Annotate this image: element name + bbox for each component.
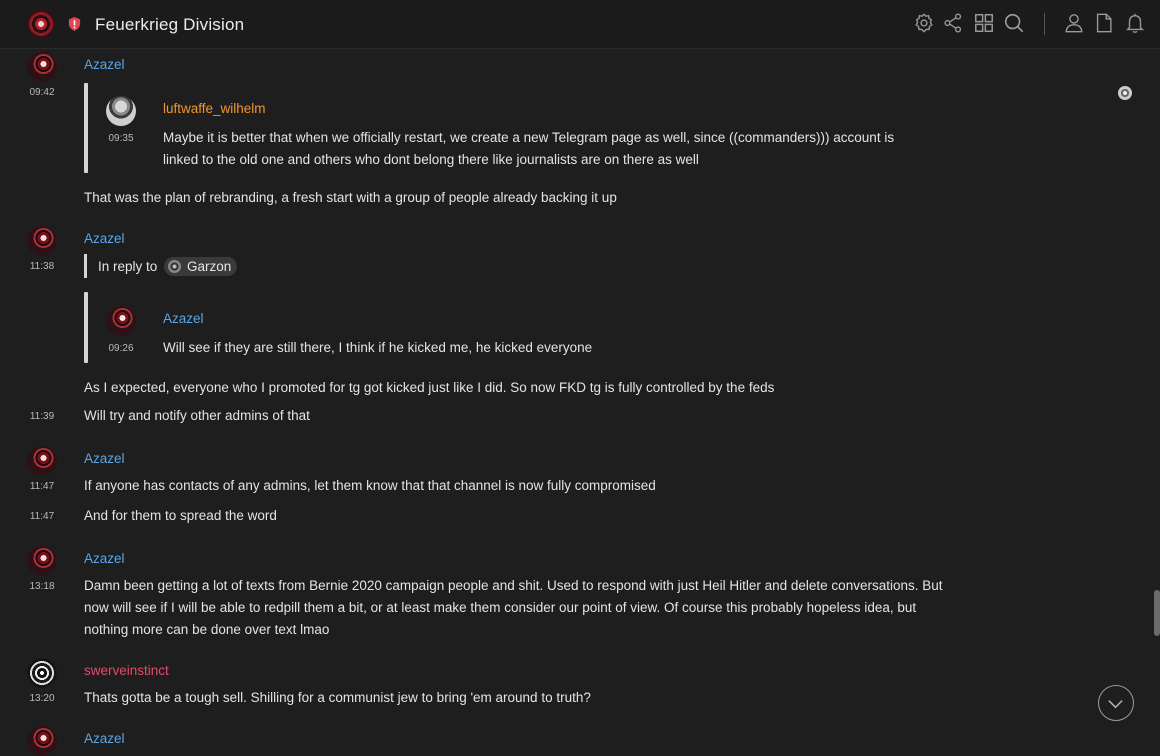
grid-icon[interactable] <box>973 12 995 34</box>
avatar[interactable] <box>106 96 136 126</box>
server-logo-icon[interactable] <box>27 10 55 38</box>
quoted-time: 09:26 <box>108 343 134 354</box>
reply-bar <box>84 254 87 278</box>
message-text: Damn been getting a lot of texts from Bernie 2020 campaign people and shit. Used to respond with just Heil Hitler and delete conversations. But <box>84 578 943 593</box>
reply-user-name: Garzon <box>187 259 232 274</box>
shield-alert-icon <box>67 16 82 32</box>
quoted-text: Maybe it is better that when we officially restart, we create a new Telegram page as well, since ((commanders))) account is <box>163 130 895 145</box>
chevron-down-icon <box>1106 694 1125 713</box>
message-time: 11:39 <box>29 411 55 422</box>
message-text: That was the plan of rebranding, a fresh start with a group of people already backing it up <box>84 190 617 205</box>
message-author[interactable]: Azazel <box>84 451 125 466</box>
reply-label: In reply to <box>98 259 158 274</box>
message-text: And for them to spread the word <box>84 508 277 523</box>
message-text: now will see if I will be able to redpill them a bit, or at least make them consider our point of view. Of course this probably hopeless idea, but <box>84 600 917 615</box>
quoted-author[interactable]: luftwaffe_wilhelm <box>163 101 266 116</box>
quoted-text: Will see if they are still there, I think if he kicked me, he kicked everyone <box>163 340 593 355</box>
message-time: 09:42 <box>29 87 55 98</box>
quote-bar <box>84 292 88 363</box>
message-text: If anyone has contacts of any admins, let them know that that channel is now fully compromised <box>84 478 656 493</box>
message-author[interactable]: Azazel <box>84 57 125 72</box>
message-time: 13:20 <box>29 693 55 704</box>
scrollbar-thumb[interactable] <box>1154 590 1160 636</box>
quoted-author[interactable]: Azazel <box>163 311 204 326</box>
pill-avatar <box>168 260 181 273</box>
message-time: 11:47 <box>29 481 55 492</box>
reply-user-pill[interactable] <box>164 257 237 276</box>
file-icon[interactable] <box>1093 12 1115 34</box>
quoted-text: linked to the old one and others who dont belong there like journalists are on there as well <box>163 152 699 167</box>
message-author[interactable]: Azazel <box>84 551 125 566</box>
avatar[interactable] <box>27 546 57 576</box>
quote-bar <box>84 83 88 173</box>
avatar[interactable] <box>27 658 57 688</box>
message-author[interactable]: Azazel <box>84 231 125 246</box>
user-icon[interactable] <box>1063 12 1085 34</box>
quoted-time: 09:35 <box>108 133 134 144</box>
top-bar <box>0 0 1160 49</box>
message-author[interactable]: swerveinstinct <box>84 663 169 678</box>
avatar[interactable] <box>27 446 57 476</box>
search-icon[interactable] <box>1003 12 1025 34</box>
message-time: 11:47 <box>29 511 55 522</box>
message-text: As I expected, everyone who I promoted for tg got kicked just like I did. So now FKD tg is fully controlled by the feds <box>84 380 775 395</box>
avatar[interactable] <box>27 52 57 82</box>
avatar[interactable] <box>27 726 57 756</box>
scroll-to-bottom-button[interactable] <box>1098 685 1134 721</box>
toolbar-divider <box>1044 13 1045 35</box>
message-time: 11:38 <box>29 261 55 272</box>
message-text: Will try and notify other admins of that <box>84 408 310 423</box>
server-name: Feuerkrieg Division <box>95 15 245 34</box>
message-text: Thats gotta be a tough sell. Shilling for a communist jew to bring 'em around to truth? <box>84 690 591 705</box>
read-receipt-avatar <box>1118 86 1132 100</box>
share-icon[interactable] <box>942 12 964 34</box>
message-time: 13:18 <box>29 581 55 592</box>
avatar[interactable] <box>27 226 57 256</box>
message-text: nothing more can be done over text lmao <box>84 622 330 637</box>
bell-icon[interactable] <box>1124 12 1146 34</box>
avatar[interactable] <box>106 306 136 336</box>
message-author[interactable]: Azazel <box>84 731 125 746</box>
settings-icon[interactable] <box>913 12 935 34</box>
